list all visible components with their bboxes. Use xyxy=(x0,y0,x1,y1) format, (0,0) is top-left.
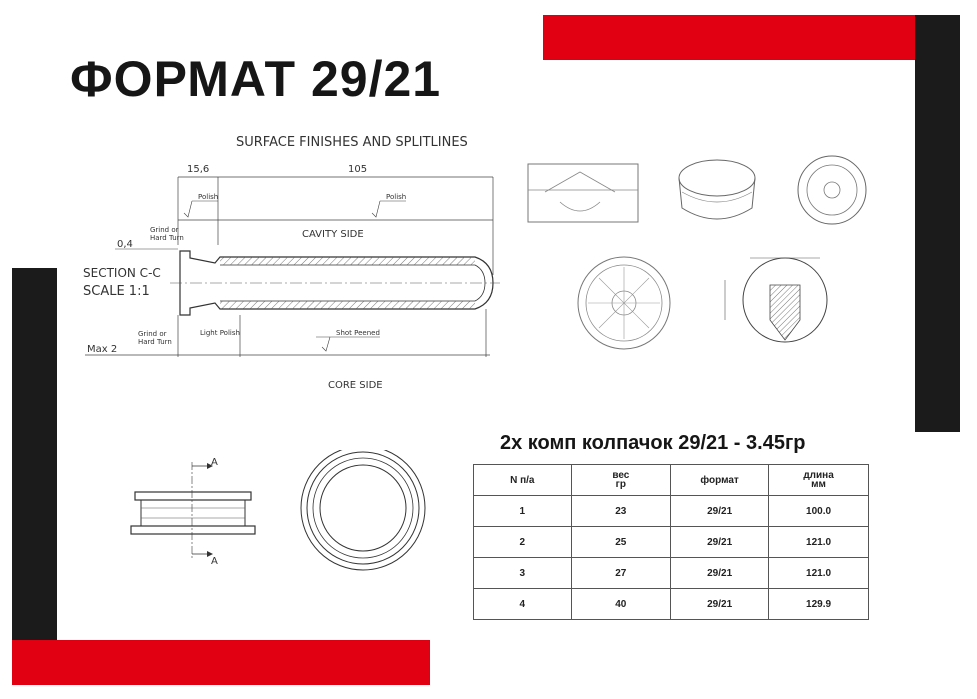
cell-weight: 25 xyxy=(571,527,671,558)
dim-105: 105 xyxy=(348,164,368,175)
left-black-band xyxy=(12,268,57,685)
grind-top-label-2: Hard Turn xyxy=(150,234,184,242)
cell-length: 129.9 xyxy=(769,589,869,620)
preform-drawing xyxy=(80,125,510,400)
core-side-label: CORE SIDE xyxy=(328,380,383,391)
cell-weight: 27 xyxy=(571,558,671,589)
dim-15-6: 15,6 xyxy=(187,164,210,175)
max-2-label: Max 2 xyxy=(87,344,118,355)
grind-bottom-label-2: Hard Turn xyxy=(138,338,172,346)
page-title: ФОРМАТ 29/21 xyxy=(70,51,442,107)
cell-length: 100.0 xyxy=(769,496,869,527)
cell-n: 1 xyxy=(474,496,572,527)
cell-format: 29/21 xyxy=(671,496,769,527)
cell-format: 29/21 xyxy=(671,589,769,620)
shot-peened-label: Shot Peened xyxy=(336,329,380,337)
cell-weight: 23 xyxy=(571,496,671,527)
top-red-band xyxy=(543,15,960,60)
section-mark-top: A xyxy=(211,457,218,468)
spec-table xyxy=(473,464,869,620)
header-length: длина мм xyxy=(769,465,869,496)
header-n: N п/а xyxy=(474,465,572,496)
polish-right-label: Polish xyxy=(386,193,407,201)
section-mark-bottom: A xyxy=(211,556,218,567)
right-black-band xyxy=(915,15,960,432)
table-header-row xyxy=(474,465,869,496)
table-row xyxy=(474,527,869,558)
cell-length: 121.0 xyxy=(769,558,869,589)
grind-top-label-1: Grind or xyxy=(150,226,179,234)
cavity-side-label: CAVITY SIDE xyxy=(302,229,364,240)
cell-format: 29/21 xyxy=(671,527,769,558)
table-row xyxy=(474,589,869,620)
cell-weight: 40 xyxy=(571,589,671,620)
bottom-red-band xyxy=(12,640,430,685)
section-label: SECTION C-C xyxy=(83,266,161,280)
neck-drawings xyxy=(125,450,445,575)
cell-format: 29/21 xyxy=(671,558,769,589)
table-row xyxy=(474,558,869,589)
scale-label: SCALE 1:1 xyxy=(83,284,150,299)
cell-n: 2 xyxy=(474,527,572,558)
surface-finishes-label: SURFACE FINISHES AND SPLITLINES xyxy=(236,135,468,150)
header-weight: вес гр xyxy=(571,465,671,496)
grind-bottom-label-1: Grind or xyxy=(138,330,167,338)
cap-sketches xyxy=(520,150,870,360)
table-row xyxy=(474,496,869,527)
cell-n: 4 xyxy=(474,589,572,620)
dim-0-4: 0,4 xyxy=(117,239,133,250)
table-title: 2х комп колпачок 29/21 - 3.45гр xyxy=(500,432,806,454)
header-format: формат xyxy=(671,465,769,496)
cell-length: 121.0 xyxy=(769,527,869,558)
polish-left-label: Polish xyxy=(198,193,219,201)
light-polish-label: Light Polish xyxy=(200,329,240,337)
cell-n: 3 xyxy=(474,558,572,589)
